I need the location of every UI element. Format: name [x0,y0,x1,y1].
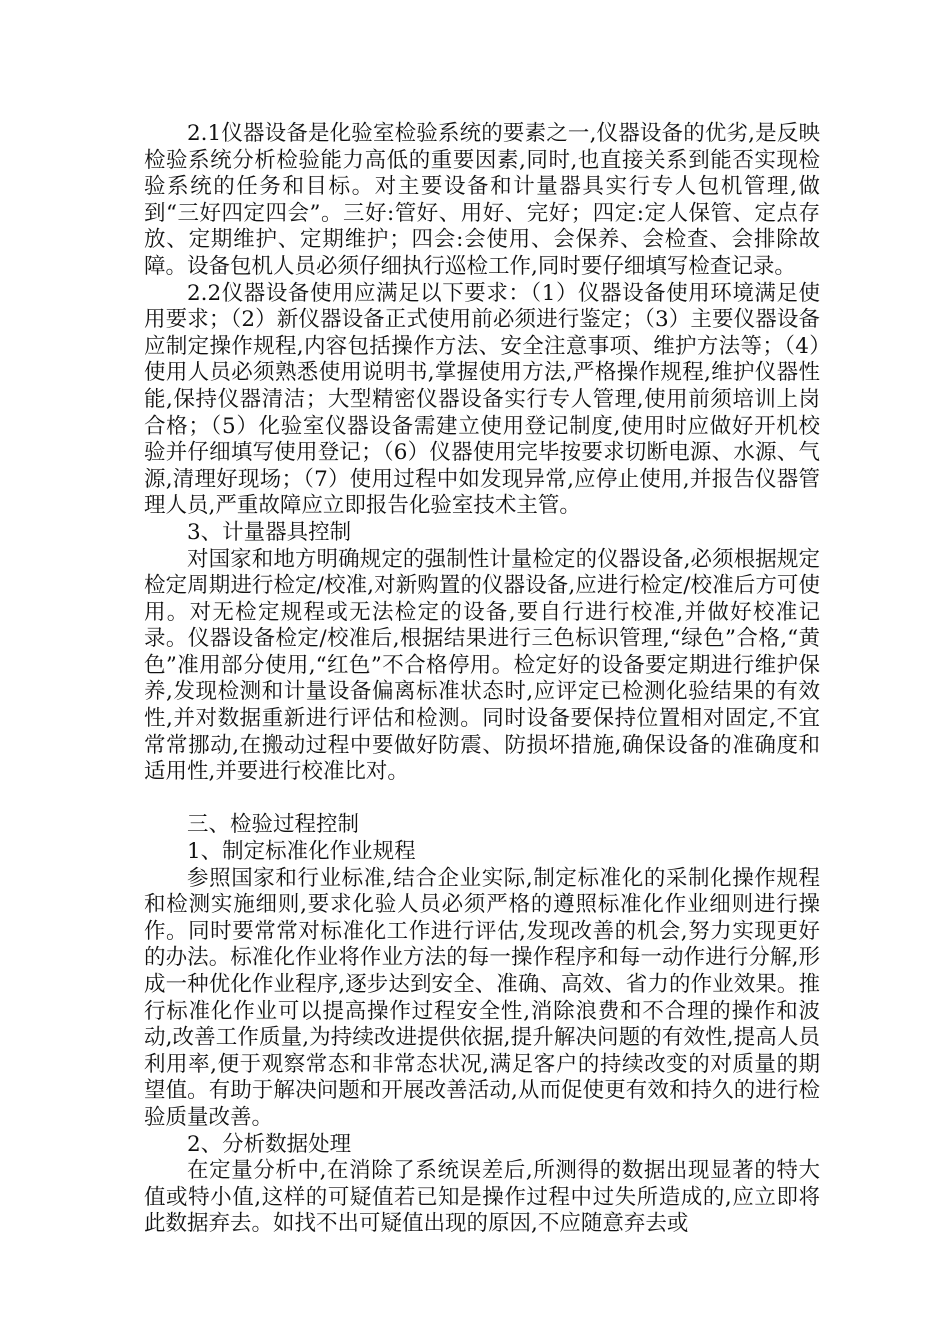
paragraph-data-processing: 在定量分析中,在消除了系统误差后,所测得的数据出现显著的特大值或特小值,这样的可疑值若已知是操作过程中过失所造成的,应立即将此数据弃去。如找不出可疑值出现的原因,不应随意弃去或 [144,1158,820,1237]
heading-standardized-procedures: 1、制定标准化作业规程 [187,839,416,865]
paragraph-2-1: 2.1仪器设备是化验室检验系统的要素之一,仪器设备的优劣,是反映检验系统分析检验能力高低的重要因素,同时,也直接关系到能否实现检验系统的任务和目标。对主要设备和计量器具实行专人包机管理,做到“三好四定四会”。三好:管好、用好、完好；四定:定人保管、定点存放、定期维护、定期维护；四会:会使用、会保养、会检查、会排除故障。设备包机人员必须仔细执行巡检工作,同时要仔细填写检查记录。 [144,121,820,279]
paragraph-measuring-instrument-control: 对国家和地方明确规定的强制性计量检定的仪器设备,必须根据规定检定周期进行检定/校准,对新购置的仪器设备,应进行检定/校准后方可使用。对无检定规程或无法检定的设备,要自行进行校准,并做好校准记录。仪器设备检定/校准后,根据结果进行三色标识管理,“绿色”合格,“黄色”准用部分使用,“红色”不合格停用。检定好的设备要定期进行维护保养,发现检测和计量设备偏离标准状态时,应评定已检测化验结果的有效性,并对数据重新进行评估和检测。同时设备要保持位置相对固定,不宜常常挪动,在搬动过程中要做好防震、防损坏措施,确保设备的准确度和适用性,并要进行校准比对。 [144,546,820,785]
paragraph-standardized-procedures: 参照国家和行业标准,结合企业实际,制定标准化的采制化操作规程和检测实施细则,要求化验人员必须严格的遵照标准化作业细则进行操作。同时要常常对标准化工作进行评估,发现改善的机会,努力实现更好的办法。标准化作业将作业方法的每一操作程序和每一动作进行分解,形成一种优化作业程序,逐步达到安全、准确、高效、省力的作业效果。推行标准化作业可以提高操作过程安全性,消除浪费和不合理的操作和波动,改善工作质量,为持续改进提供依据,提升解决问题的有效性,提高人员利用率,便于观察常态和非常态状况,满足客户的持续改变的对质量的期望值。有助于解决问题和开展改善活动,从而促使更有效和持久的进行检验质量改善。 [144,865,820,1130]
heading-data-processing: 2、分析数据处理 [187,1131,352,1157]
paragraph-2-2: 2.2仪器设备使用应满足以下要求：（1）仪器设备使用环境满足使用要求；（2）新仪器设备正式使用前必须进行鉴定；（3）主要仪器设备应制定操作规程,内容包括操作方法、安全注意事项、维护方法等；（4）使用人员必须熟悉使用说明书,掌握使用方法,严格操作规程,维护仪器性能,保持仪器清洁；大型精密仪器设备实行专人管理,使用前须培训上岗合格；（5）化验室仪器设备需建立使用登记制度,使用时应做好开机校验并仔细填写使用登记；（6）仪器使用完毕按要求切断电源、水源、气源,清理好现场；（7）使用过程中如发现异常,应停止使用,并报告仪器管理人员,严重故障应立即报告化验室技术主管。 [144,280,820,519]
heading-inspection-process-control: 三、检验过程控制 [187,812,360,838]
blank-line [144,786,820,813]
document-page [144,121,820,1238]
heading-measuring-instrument-control: 3、计量器具控制 [187,519,352,545]
